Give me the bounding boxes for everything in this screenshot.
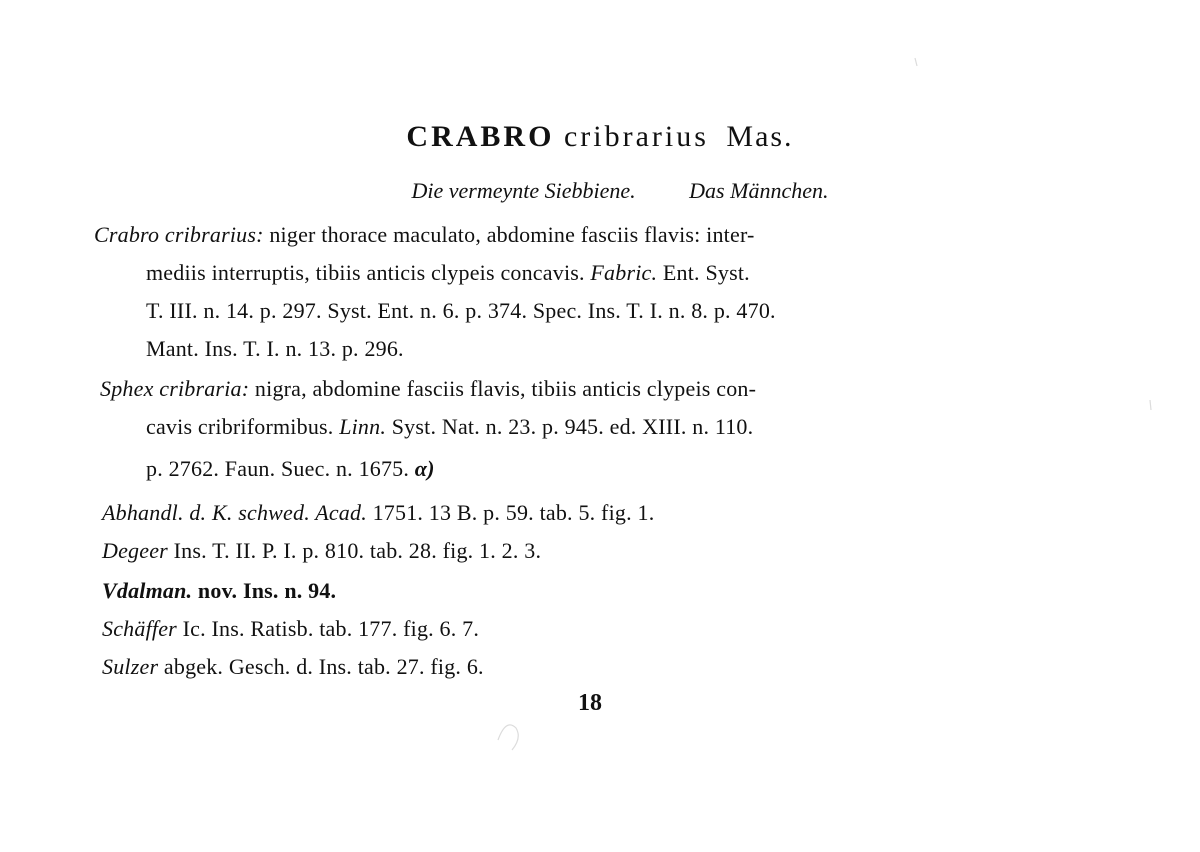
german-subtitle: [0, 178, 1200, 204]
german-sex-label: Das Männchen.: [689, 178, 829, 203]
reference-author: Sphex cribraria:: [100, 376, 250, 401]
reference-author: Fabric.: [590, 260, 658, 285]
reference-text: T. III. n. 14. p. 297. Syst. Ent. n. 6. p. 374. Spec. Ins. T. I. n. 8. p. 470.: [146, 298, 776, 323]
reference-text: 1751. 13 B. p. 59. tab. 5. fig. 1.: [366, 500, 655, 525]
reference-text: Syst. Nat. n. 23. p. 945. ed. XIII. n. 110.: [386, 414, 754, 439]
reference-author: Schäffer: [102, 616, 177, 641]
reference-line: [146, 336, 404, 362]
heading-sex: Mas.: [726, 120, 794, 153]
reference-author: Sulzer: [102, 654, 159, 679]
reference-line: [100, 376, 756, 402]
reference-line: [146, 414, 753, 440]
reference-text: mediis interruptis, tibiis anticis clypeis concavis.: [146, 260, 591, 285]
reference-text: Mant. Ins. T. I. n. 13. p. 296.: [146, 336, 404, 361]
species-heading: [0, 120, 1200, 154]
smudge-mark: [1150, 400, 1151, 410]
reference-line: [102, 538, 541, 564]
reference-author: Linn.: [339, 414, 387, 439]
smudge-mark: [915, 58, 917, 66]
reference-author: Degeer: [102, 538, 168, 563]
reference-text: Ent. Syst.: [657, 260, 750, 285]
german-common-name: Die vermeynte Siebbiene.: [411, 178, 636, 203]
page-number: 18: [578, 690, 602, 716]
reference-line: [146, 456, 435, 482]
smudge-mark: [498, 725, 518, 750]
reference-footnote-marker: α): [414, 456, 435, 481]
reference-line: [102, 616, 479, 642]
reference-author: Abhandl. d. K. schwed. Acad.: [102, 500, 367, 525]
reference-text: nov. Ins. n. 94.: [192, 578, 337, 603]
reference-line: [102, 654, 484, 680]
reference-text: Ins. T. II. P. I. p. 810. tab. 28. fig. 1. 2. 3.: [167, 538, 542, 563]
reference-text: Ic. Ins. Ratisb. tab. 177. fig. 6. 7.: [176, 616, 480, 641]
reference-line: [102, 500, 654, 526]
reference-author: Crabro cribrarius:: [94, 222, 264, 247]
heading-genus: CRABRO: [406, 120, 555, 153]
reference-author: Vdalman.: [102, 578, 193, 603]
reference-text: p. 2762. Faun. Suec. n. 1675.: [146, 456, 415, 481]
reference-line: [102, 578, 336, 604]
reference-text: cavis cribriformibus.: [146, 414, 340, 439]
reference-line: [94, 222, 755, 248]
heading-species: cribrarius: [563, 120, 709, 153]
reference-text: nigra, abdomine fasciis flavis, tibiis anticis clypeis con-: [249, 376, 757, 401]
reference-text: niger thorace maculato, abdomine fasciis flavis: inter-: [263, 222, 755, 247]
reference-text: abgek. Gesch. d. Ins. tab. 27. fig. 6.: [158, 654, 484, 679]
reference-line: [146, 298, 776, 324]
reference-line: [146, 260, 750, 286]
